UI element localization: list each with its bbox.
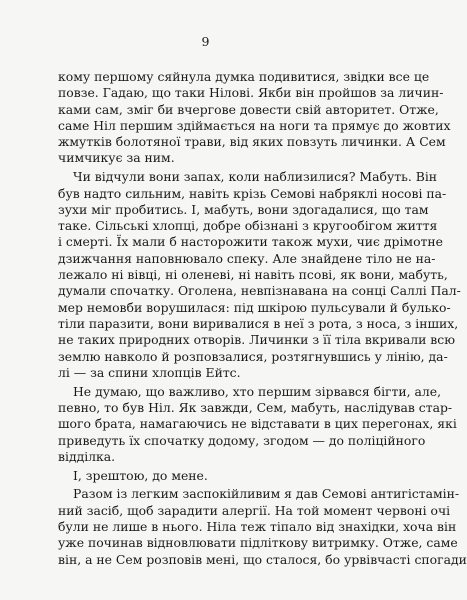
text-line: ний засіб, щоб зарадити алергії. На той момент червоні очі: [58, 502, 451, 518]
text-line: лі — за спини хлопців Ейтс.: [58, 364, 241, 380]
text-line: кому першому сяйнула думка подивитися, звідки все це: [58, 69, 430, 84]
text-line: певно, то був Ніл. Як завжди, Сем, мабуть, наслідував стар-: [58, 399, 453, 415]
text-line: саме Ніл першим здіймається на ноги та прямує до жовтих: [58, 117, 451, 133]
text-line: Не думаю, що важливо, хто першим зірвався бігти, але,: [73, 383, 442, 399]
page-number: 9: [201, 34, 210, 49]
text-line: жмутків болотяної трави, від яких повзуть личинки. А Сем: [58, 134, 446, 150]
text-line: чимчикує за ним.: [58, 150, 175, 166]
text-line: мер немовби ворушилася: під шкірою пульсували й булько-: [58, 299, 451, 315]
paragraph: [58, 383, 457, 465]
text-line: був надто сильним, навіть крізь Семові набряклі носові па-: [58, 185, 447, 201]
paragraph: [58, 69, 451, 167]
text-line: Разом із легким заспокійливим я дав Семові антигістамін-: [73, 486, 460, 502]
paragraph: [58, 486, 467, 567]
text-line: ками сам, зміг би вчергове довести свій авторитет. Отже,: [58, 101, 439, 117]
text-line: не таких природних отворів. Личинки з її тіла вкривали всю: [58, 332, 455, 348]
text-line: дзижчання наповнювало спеку. Але знайдене тіло не на-: [58, 250, 436, 266]
text-line: відділка.: [58, 448, 116, 464]
text-line: землю навколо й розповзалися, розтягнувшись у лінію, да-: [58, 348, 448, 364]
text-line: шого брата, намагаючись не відставати в цих перегонах, які: [58, 416, 457, 432]
text-line: лежало ні вівці, ні оленеві, ні навіть псові, як вони, мабуть,: [58, 267, 448, 283]
text-line: зухи міг пробитись. І, мабуть, вони здогадалися, що там: [58, 201, 429, 217]
body-text: [58, 69, 467, 568]
paragraph: [58, 169, 461, 381]
text-line: і смерті. Їх мали б насторожити також мухи, чиє дрімотне: [58, 234, 443, 250]
text-line: Чи відчули вони запах, коли наблизилися? Мабуть. Він: [73, 169, 438, 185]
text-line: І, зрештою, до мене.: [73, 467, 208, 483]
text-line: таке. Сільські хлопці, добре обізнані з кругообігом життя: [58, 218, 438, 234]
text-line: думали спочатку. Оголена, невпізнавана на сонці Саллі Пал-: [58, 283, 461, 299]
text-line: були не лише в нього. Ніла теж тіпало від знахідки, хоча він: [58, 519, 457, 535]
paragraph: [58, 468, 368, 484]
text-line: він, а не Сем розповів мені, що сталося, бо урвівчасті спогади: [58, 551, 467, 567]
text-line: повзе. Гадаю, що таки Нілові. Якби він пройшов за личин-: [58, 85, 444, 101]
text-line: уже починав відновлювати підліткову витримку. Отже, саме: [58, 535, 458, 551]
text-line: приведуть їх спочатку додому, згодом — до поліційного: [58, 432, 426, 448]
text-line: тіли паразити, вони виривалися в неї з рота, з носа, з інших,: [58, 315, 459, 331]
